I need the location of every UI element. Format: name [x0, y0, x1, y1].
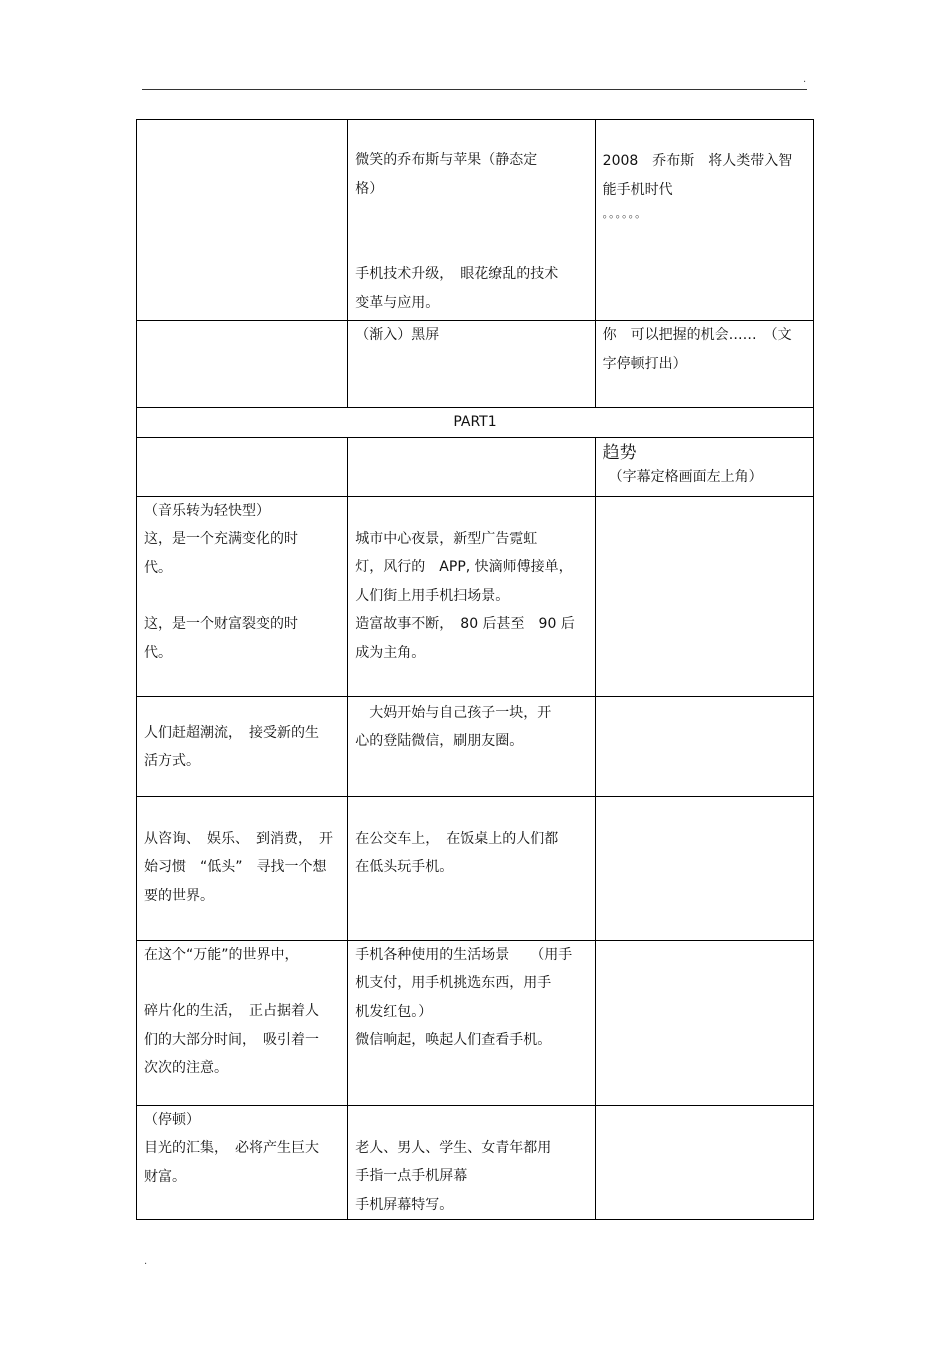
cell-line: 字停顿打出） [602, 355, 687, 372]
visual-cell [348, 696, 595, 796]
cell-line: 灯，风行的 APP, 快滴师傅接单， [355, 559, 573, 575]
table-row [137, 120, 814, 321]
cell-line: 次次的注意。 [144, 1060, 228, 1076]
narration-cell [137, 120, 348, 321]
trend-title: 趋势 [602, 442, 637, 463]
header-rule [142, 89, 807, 90]
caption-cell [595, 496, 813, 696]
cell-line: 财富。 [144, 1168, 186, 1185]
cell-line: （停顿） [144, 1111, 200, 1128]
table-row [137, 696, 814, 796]
visual-cell [348, 120, 595, 321]
cell-line: 手机技术升级， 眼花缭乱的技术 [355, 266, 559, 282]
cell-line: 大妈开始与自己孩子一块，开 [355, 704, 552, 721]
cell-line: 这，是一个财富裂变的时 [144, 616, 298, 632]
cell-line: 手机屏幕特写。 [355, 1196, 454, 1213]
cell-line: 手机各种使用的生活场景 （用手 [355, 946, 573, 963]
table-row [137, 408, 814, 438]
cell-line: （渐入）黑屏 [355, 327, 440, 343]
cell-line: 微笑的乔布斯与苹果（静态定 [355, 152, 538, 168]
narration-cell [137, 796, 348, 940]
cell-line: 成为主角。 [355, 644, 426, 661]
cell-line: 人们赶超潮流， 接受新的生 [144, 724, 319, 741]
cell-line: 代。 [144, 644, 172, 661]
caption-cell [595, 696, 813, 796]
caption-cell [595, 940, 813, 1105]
narration-cell [137, 1105, 348, 1220]
cell-line: 你 可以把握的机会…… （文 [602, 327, 792, 343]
cell-line: 在公交车上， 在饭桌上的人们都 [355, 830, 559, 847]
cell-line: 心的登陆微信，刷朋友圈。 [355, 733, 524, 749]
cell-line: 机发红包。） [355, 1003, 433, 1020]
cell-line: 在低头玩手机。 [355, 859, 454, 875]
cell-line: 们的大部分时间， 吸引着一 [144, 1031, 319, 1048]
cell-line: 造富故事不断， 80 后甚至 90 后 [355, 616, 575, 632]
visual-cell [348, 496, 595, 696]
trend-subtitle: （字幕定格画面左上角） [608, 468, 763, 485]
cell-line: 目光的汇集， 必将产生巨大 [144, 1140, 319, 1156]
cell-line: 始习惯 “低头” 寻找一个想 [144, 859, 327, 875]
cell-line: 2008 乔布斯 将人类带入智 [602, 153, 793, 169]
visual-cell [348, 940, 595, 1105]
cell-line: 碎片化的生活， 正占据着人 [144, 1003, 319, 1019]
visual-cell [348, 437, 595, 496]
table-row [137, 496, 814, 696]
part-label: PART1 [137, 408, 814, 438]
table-row [137, 437, 814, 496]
narration-cell [137, 940, 348, 1105]
table-row [137, 321, 814, 408]
cell-line: （音乐转为轻快型） [144, 502, 270, 519]
footer-dot: . [144, 1256, 148, 1267]
cell-line: 变革与应用。 [355, 294, 440, 311]
cell-line: 要的世界。 [144, 887, 214, 904]
cell-line: 人们街上用手机扫场景。 [355, 587, 510, 604]
caption-cell [595, 796, 813, 940]
cell-line: 这，是一个充满变化的时 [144, 531, 298, 547]
caption-cell [595, 321, 813, 408]
cell-line: 能手机时代 [602, 181, 673, 198]
cell-line: 老人、男人、学生、女青年都用 [355, 1139, 552, 1156]
cell-line: 在这个“万能”的世界中， [144, 946, 299, 963]
cell-line: 从咨询、 娱乐、 到消费， 开 [144, 830, 333, 847]
table-row [137, 796, 814, 940]
visual-cell [348, 321, 595, 408]
table-row [137, 1105, 814, 1220]
caption-cell [595, 120, 813, 321]
cell-line: 机支付，用手机挑选东西，用手 [355, 975, 552, 991]
cell-line: 城市中心夜景，新型广告霓虹 [355, 530, 538, 547]
cell-line: 活方式。 [144, 753, 200, 769]
cell-line: 格） [355, 180, 384, 197]
cell-line: 。。。。。。 [602, 207, 648, 220]
header-dot: . [803, 74, 807, 85]
narration-cell [137, 496, 348, 696]
cell-line: 微信响起，唤起人们查看手机。 [355, 1032, 552, 1048]
visual-cell [348, 796, 595, 940]
script-table [136, 119, 814, 1220]
caption-cell [595, 437, 813, 496]
cell-line: 代。 [144, 559, 172, 576]
table-row [137, 940, 814, 1105]
visual-cell [348, 1105, 595, 1220]
narration-cell [137, 696, 348, 796]
caption-cell [595, 1105, 813, 1220]
cell-line: 手指一点手机屏幕 [355, 1168, 468, 1184]
narration-cell [137, 321, 348, 408]
narration-cell [137, 437, 348, 496]
